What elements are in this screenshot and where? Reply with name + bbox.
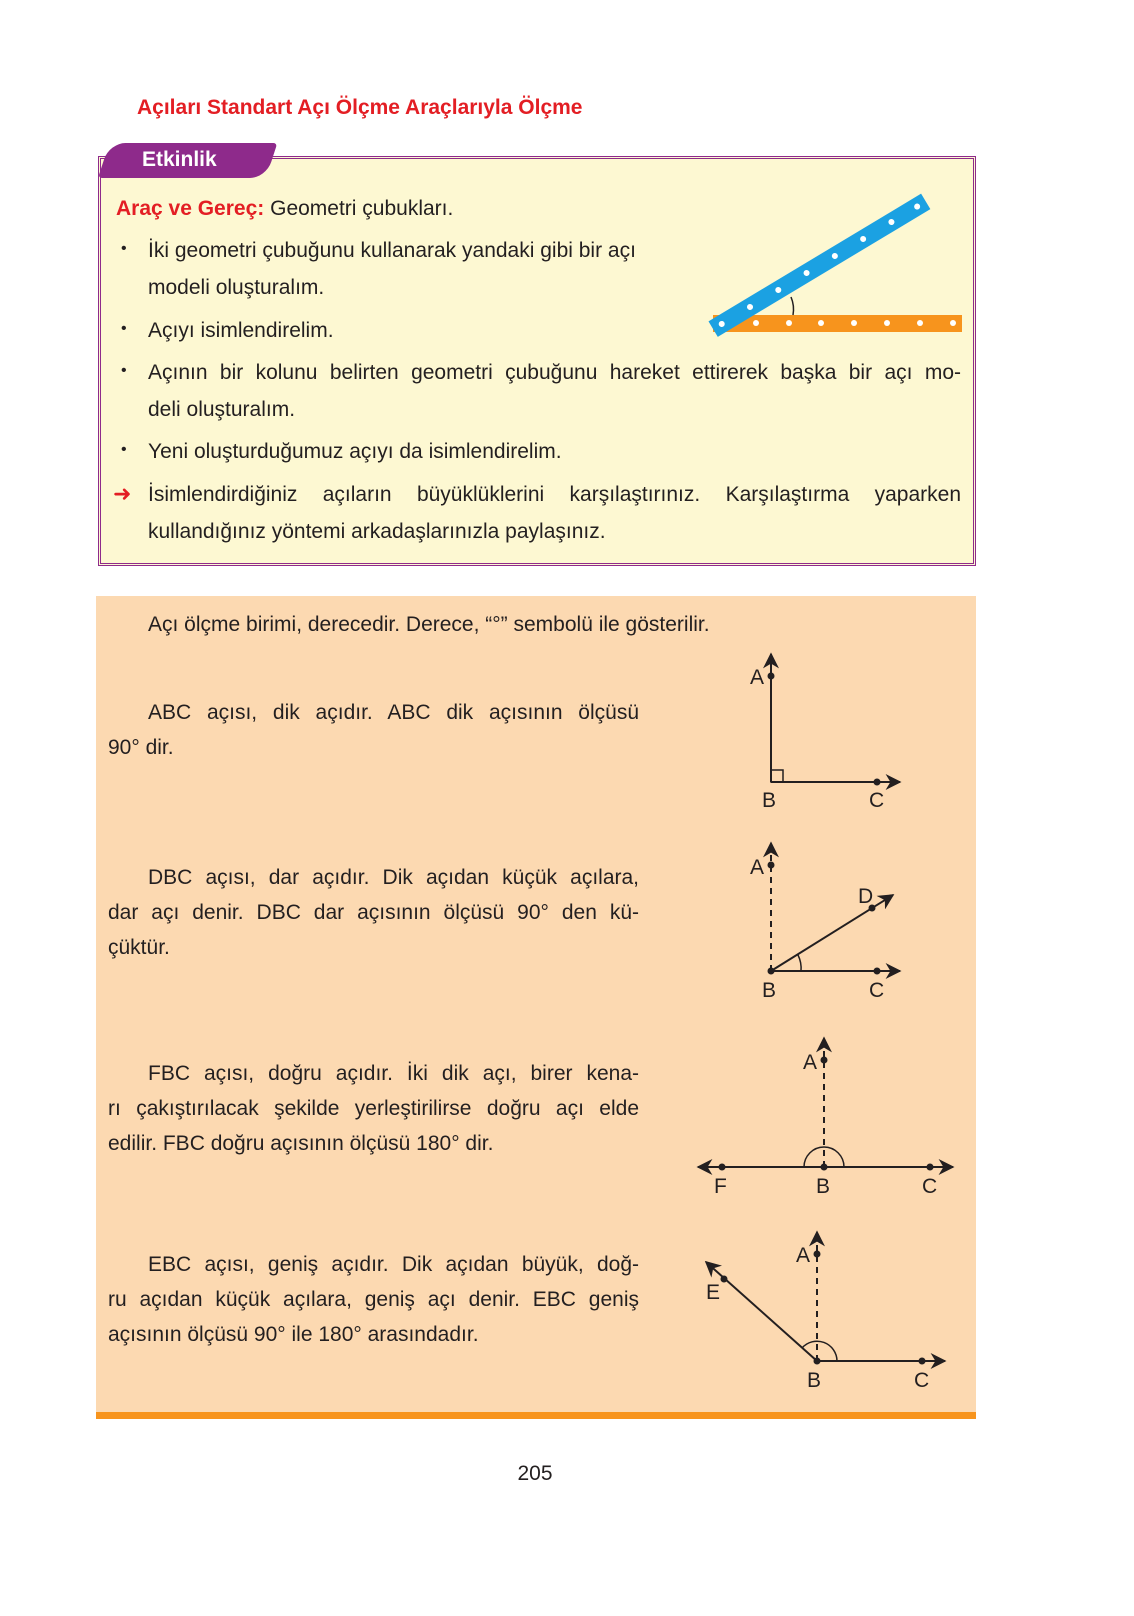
degree-intro: Açı ölçme birimi, derecedir. Derece, “°” sembolü ile gösterilir. xyxy=(148,613,710,636)
label-d: D xyxy=(858,885,874,908)
label-e: E xyxy=(706,1281,721,1304)
activity-line: Açının bir kolunu belirten geometri çubuğunu hareket ettirerek başka bir açı mo- xyxy=(148,361,961,384)
label-b: B xyxy=(816,1175,831,1198)
activity-line: modeli oluşturalım. xyxy=(148,276,325,299)
obtuse-angle-diagram xyxy=(706,1232,945,1361)
activity-line: İki geometri çubuğunu kullanarak yandaki gibi bir açı xyxy=(148,239,636,262)
obtuse-angle-text: açısının ölçüsü 90° ile 180° arasındadır. xyxy=(108,1323,479,1346)
page-number: 205 xyxy=(517,1462,553,1485)
label-b: B xyxy=(762,979,777,1002)
activity-line: Açıyı isimlendirelim. xyxy=(148,319,334,342)
label-b: B xyxy=(762,789,777,812)
activity-line: kullandığınız yöntemi arkadaşlarınızla paylaşınız. xyxy=(148,520,606,543)
materials-value: Geometri çubukları. xyxy=(270,197,454,220)
label-c: C xyxy=(869,979,885,1002)
activity-line: İsimlendirdiğiniz açıların büyüklüklerini karşılaştırınız. Karşılaştırma yaparken xyxy=(148,483,961,506)
straight-angle-text: FBC açısı, doğru açıdır. İki dik açı, birer kena- xyxy=(148,1062,639,1085)
label-c: C xyxy=(922,1175,938,1198)
label-a: A xyxy=(803,1051,818,1074)
right-angle-text: ABC açısı, dik açıdır. ABC dik açısının ölçüsü xyxy=(148,701,639,724)
label-c: C xyxy=(914,1369,930,1392)
acute-angle-text: dar açı denir. DBC dar açısının ölçüsü 90° den kü- xyxy=(108,901,639,924)
arrow-icon: ➜ xyxy=(113,481,132,506)
acute-angle-text: çüktür. xyxy=(108,936,170,959)
label-b: B xyxy=(807,1369,822,1392)
acute-angle-diagram xyxy=(771,843,900,971)
label-a: A xyxy=(750,856,765,879)
label-a: A xyxy=(750,666,765,689)
acute-angle-text: DBC açısı, dar açıdır. Dik açıdan küçük açılara, xyxy=(148,866,639,889)
activity-line: deli oluşturalım. xyxy=(148,398,296,421)
label-f: F xyxy=(714,1175,727,1198)
materials-label: Araç ve Gereç: xyxy=(116,197,265,220)
bullet-icon: • xyxy=(121,320,127,337)
bullet-icon: • xyxy=(121,362,127,379)
straight-angle-text: edilir. FBC doğru açısının ölçüsü 180° dir. xyxy=(108,1132,494,1155)
activity-tab-label: Etkinlik xyxy=(142,148,217,171)
bullet-icon: • xyxy=(121,240,127,257)
right-angle-text: 90° dir. xyxy=(108,736,174,759)
obtuse-angle-text: ru açıdan küçük açılara, geniş açı denir. EBC geniş xyxy=(108,1288,639,1311)
obtuse-angle-text: EBC açısı, geniş açıdır. Dik açıdan büyük, doğ- xyxy=(148,1253,639,1276)
straight-angle-text: rı çakıştırılacak şekilde yerleştirilirse doğru açı elde xyxy=(108,1097,639,1120)
section-title: Açıları Standart Açı Ölçme Araçlarıyla Ölçme xyxy=(137,96,583,119)
activity-line: Yeni oluşturduğumuz açıyı da isimlendirelim. xyxy=(148,440,562,463)
diagram-points xyxy=(719,673,934,1365)
label-a: A xyxy=(796,1244,811,1267)
bullet-icon: • xyxy=(121,441,127,458)
right-angle-diagram xyxy=(771,654,900,782)
label-c: C xyxy=(869,789,885,812)
